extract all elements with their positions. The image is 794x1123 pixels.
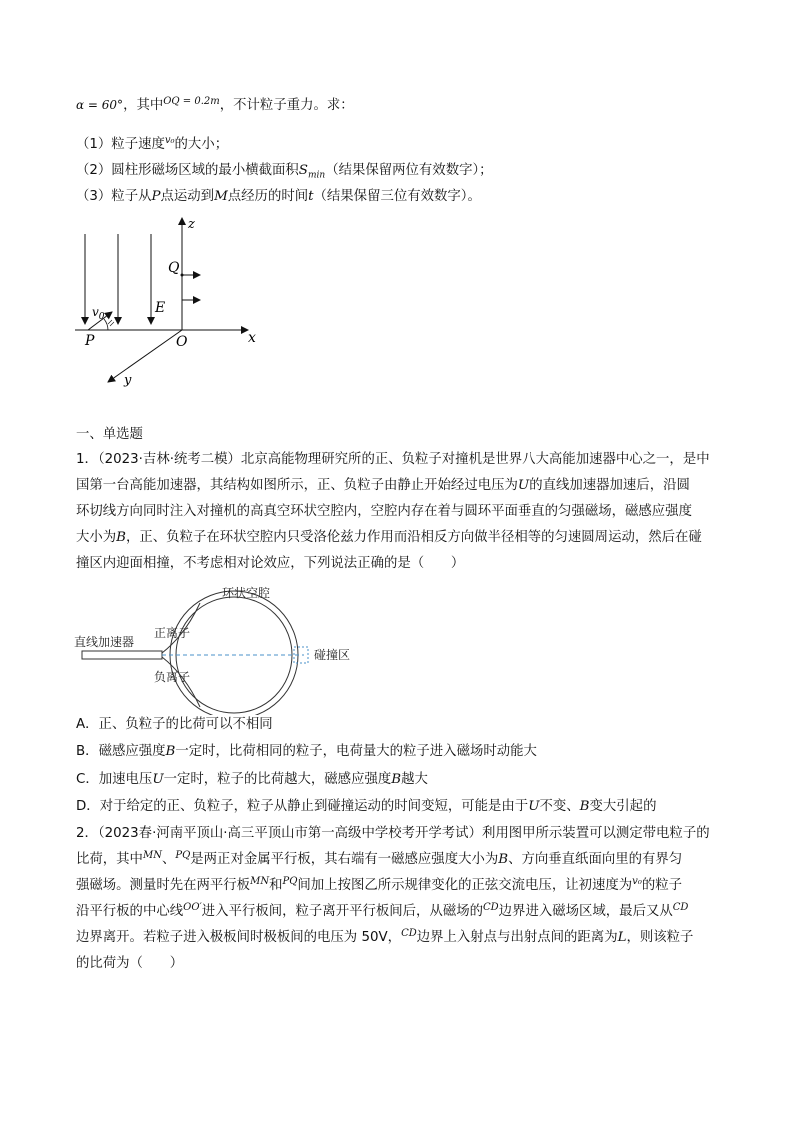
- angle-arc: [104, 319, 108, 330]
- x-label: x: [248, 330, 256, 346]
- q1-line-1: 1．（2023·吉林·统考二模）北京高能物理研究所的正、负粒子对撞机是世界八大高能加速器中心之一，是中: [76, 452, 710, 467]
- collision-label: 碰撞区: [314, 648, 351, 662]
- collider-figure: [70, 585, 370, 715]
- o-label: O: [176, 334, 188, 350]
- v0-label: $v_0$: [92, 305, 105, 322]
- intro-line: α = 60°，其中$^{OQ = 0.2m}$，不计粒子重力。求：: [76, 96, 354, 113]
- question-3: （3）粒子从P点运动到M点经历的时间t（结果保留三位有效数字）。: [76, 189, 481, 204]
- q1-line-2: 国第一台高能加速器，其结构如图所示，正、负粒子由静止开始经过电压为U的直线加速器加速后，沿圆: [76, 478, 690, 493]
- option-c: C．加速电压U一定时，粒子的比荷越大，磁感应强度B越大: [76, 772, 428, 787]
- y-axis: [108, 330, 182, 382]
- e-label: E: [155, 300, 166, 316]
- oq-value: OQ = 0.2m: [163, 96, 220, 107]
- ring-outer: [170, 591, 298, 715]
- q2-line-1: 2．（2023春·河南平顶山·高三平顶山市第一高级中学校考开学考试）利用图甲所示装置可以测定带电粒子的: [76, 826, 710, 841]
- section-heading: 一、单选题: [76, 427, 143, 442]
- q2-line-6: 的比荷为（ ）: [76, 956, 184, 971]
- q2-line-2: 比荷，其中$^{MN}$、$^{PQ}$是两正对金属平行板，其右端有一磁感应强度大小为B、方向垂直纸面向里的有界匀: [76, 850, 683, 867]
- q2-line-3: 强磁场。测量时先在两平行板$^{MN}$和$^{PQ}$间加上按图乙所示规律变化的正弦交流电压，让初速度为$^{v_0}$的粒子: [76, 876, 683, 893]
- positive-ion-label: 正离子: [154, 626, 191, 640]
- option-b: B．磁感应强度B一定时，比荷相同的粒子，电荷量大的粒子进入磁场时动能大: [76, 744, 537, 759]
- coordinate-figure: [70, 212, 280, 392]
- linac-tube: [82, 651, 162, 659]
- linac-label: 直线加速器: [74, 635, 135, 649]
- question-1: （1）粒子速度$^{v_0}$的大小；: [76, 135, 229, 152]
- p-label: P: [85, 333, 95, 349]
- ring-label: 环状空腔: [222, 586, 271, 600]
- negative-ion-label: 负离子: [154, 670, 191, 684]
- y-label: y: [124, 373, 132, 388]
- q2-line-4: 沿平行板的中心线$^{OO'}$进入平行板间，粒子离开平行板间后，从磁场的$^{CD}$边界进入磁场区域，最后又从$^{CD}$: [76, 902, 689, 919]
- q-label: Q: [168, 260, 180, 276]
- q2-line-5: 边界离开。若粒子进入极板间时极板间的电压为 50V，$^{CD}$边界上入射点与出射点间的距离为L，则该粒子: [76, 928, 694, 945]
- option-a: A．正、负粒子的比荷可以不相同: [76, 717, 273, 732]
- q-point: [181, 274, 184, 277]
- q1-line-5: 撞区内迎面相撞，不考虑相对论效应，下列说法正确的是（ ）: [76, 556, 465, 571]
- q1-line-4: 大小为B，正、负粒子在环状空腔内只受洛伦兹力作用而沿相反方向做半径相等的匀速圆周运动，然后在碰: [76, 530, 702, 545]
- q1-line-3: 环切线方向同时注入对撞机的高真空环状空腔内，空腔内存在着与圆环平面垂直的匀强磁场，磁感应强度: [76, 504, 692, 519]
- question-2: （2）圆柱形磁场区域的最小横截面积$S_{min}$（结果保留两位有效数字）；: [76, 163, 493, 181]
- option-d: D．对于给定的正、负粒子，粒子从静止到碰撞运动的时间变短，可能是由于U不变、B变大引起的: [76, 799, 657, 814]
- alpha-value: α = 60°: [76, 98, 124, 112]
- z-label: z: [188, 217, 195, 232]
